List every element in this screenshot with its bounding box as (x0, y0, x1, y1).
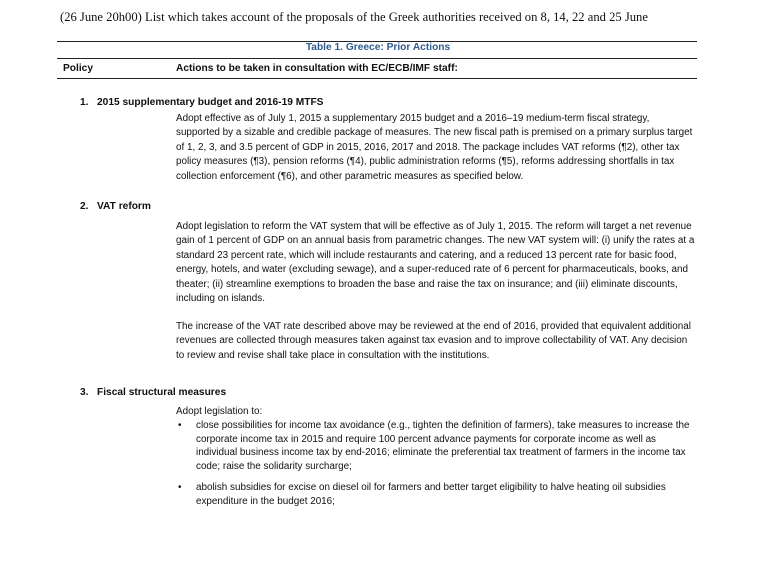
section-title: 2015 supplementary budget and 2016-19 MTFS (97, 97, 324, 108)
section-heading-budget (80, 97, 323, 108)
section-number: 3. (80, 387, 89, 398)
list-item (176, 419, 696, 473)
section-intro: Adopt legislation to: (176, 406, 263, 417)
section-heading-fiscal-structural (80, 387, 226, 398)
list-item-text: abolish subsidies for excise on diesel oil for farmers and better target eligibility to halve heating oil subsidies expenditure in the budget 2016; (196, 482, 666, 507)
list-item (176, 481, 696, 508)
section-heading-vat (80, 201, 151, 212)
section-number: 2. (80, 201, 89, 212)
section-paragraph: Adopt legislation to reform the VAT system that will be effective as of July 1, 2015. The reform will target a net revenue gain of 1 percent of GDP on an annual basis from parametric changes. The new VAT system will: (i) unify the rates at a standard 23 percent rate, which will include restaurants and catering, and a reduced 13 percent rate for basic food, energy, hotels, and water (excluding sewage), and a super-reduced rate of 6 percent for pharmaceuticals, books, and theater; (ii) streamline exemptions to broaden the base and raise the tax on insurance; and (iii) eliminate discounts, including on islands. (176, 221, 695, 305)
table-header-rule (57, 58, 697, 59)
section-title: VAT reform (97, 201, 151, 212)
bullet-icon: • (178, 482, 182, 494)
section-title: Fiscal structural measures (97, 387, 227, 398)
bullet-icon: • (178, 420, 182, 431)
section-paragraph: The increase of the VAT rate described above may be reviewed at the end of 2016, provided that equivalent additional revenues are collected through measures taken against tax evasion and to improve collectability of VAT. Any decision to review and revise shall take place in consultation with the institutions. (176, 321, 691, 361)
document-header: (26 June 20h00) List which takes account of the proposals of the Greek authorities received on 8, 14, 22 and 25 June (60, 10, 648, 24)
table-title: Table 1. Greece: Prior Actions (305, 42, 451, 53)
section-number: 1. (80, 97, 89, 108)
column-header-policy: Policy (63, 63, 94, 74)
section-paragraph: Adopt effective as of July 1, 2015 a supplementary 2015 budget and a 2016–19 medium-term fiscal strategy, supported by a sizable and credible package of measures. The new fiscal path is premised on a primary surplus target of 1, 2, 3, and 3.5 percent of GDP in 2015, 2016, 2017 and 2018. The package includes VAT reforms (¶2), other tax policy measures (¶3), pension reforms (¶4), public administration reforms (¶5), reforms addressing shortfalls in tax collection enforcement (¶6), and other parametric measures as specified below. (176, 113, 693, 182)
column-header-actions: Actions to be taken in consultation with EC/ECB/IMF staff: (176, 63, 458, 74)
measures-list (176, 419, 696, 509)
list-item-text: close possibilities for income tax avoidance (e.g., tighten the definition of farmers), take measures to increase the corporate income tax in 2015 and require 100 percent advance payments for corporate income as well as individual business income tax by end-2016; eliminate the preferential tax treatment of farmers in the income tax code; raise the solidarity surcharge; (196, 420, 690, 472)
table-header-bottom-rule (57, 78, 697, 79)
